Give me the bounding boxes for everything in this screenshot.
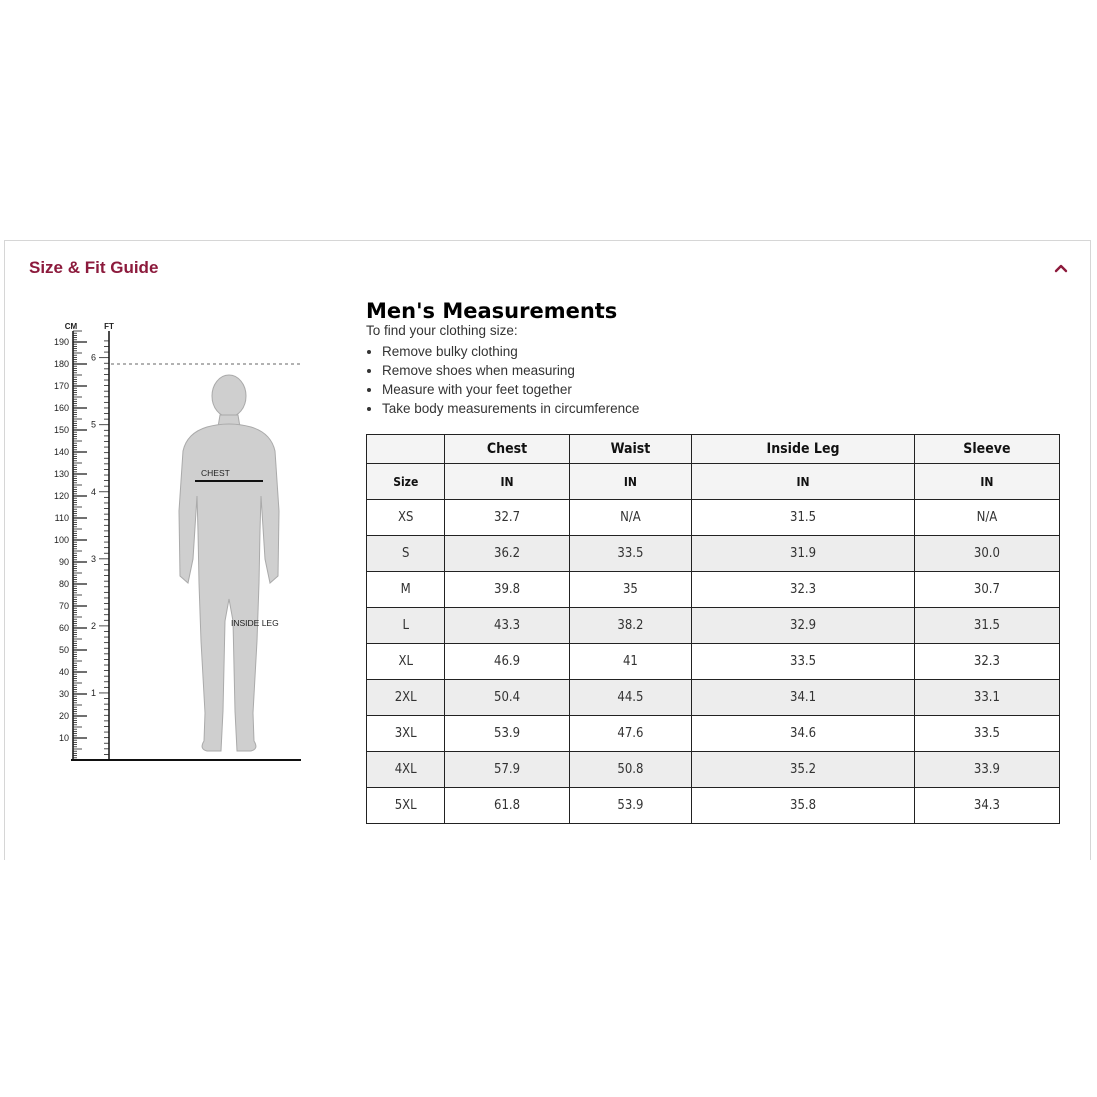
value-cell: 41 bbox=[569, 644, 692, 680]
value-cell: 32.3 bbox=[914, 644, 1059, 680]
table-row bbox=[367, 572, 1060, 608]
value-cell: 53.9 bbox=[445, 716, 569, 752]
table-units-row bbox=[367, 464, 1060, 500]
table-row bbox=[367, 536, 1060, 572]
value-cell: 36.2 bbox=[445, 536, 569, 572]
value-cell: N/A bbox=[569, 500, 692, 536]
value-cell: 46.9 bbox=[445, 644, 569, 680]
cm-tick-label: 60 bbox=[58, 623, 69, 633]
value-cell: 33.9 bbox=[914, 752, 1059, 788]
unit-cell: IN bbox=[914, 464, 1059, 500]
value-cell: N/A bbox=[914, 500, 1059, 536]
value-cell: 33.1 bbox=[914, 680, 1059, 716]
ft-unit-label: FT bbox=[104, 322, 114, 331]
value-cell: 31.5 bbox=[692, 500, 915, 536]
unit-cell: IN bbox=[692, 464, 915, 500]
tip-item: • Remove bulky clothing bbox=[382, 342, 639, 361]
value-cell: 33.5 bbox=[692, 644, 915, 680]
chevron-up-icon[interactable] bbox=[1050, 257, 1072, 279]
ft-tick-label: 2 bbox=[90, 620, 96, 631]
tip-item: • Measure with your feet together bbox=[382, 380, 639, 399]
panel-title[interactable]: Size & Fit Guide bbox=[29, 258, 159, 277]
header-cell: Inside Leg bbox=[692, 435, 915, 464]
cm-tick-label: 100 bbox=[53, 535, 69, 545]
size-cell: L bbox=[367, 608, 445, 644]
table-row bbox=[367, 716, 1060, 752]
height-rulers bbox=[54, 322, 114, 760]
value-cell: 30.7 bbox=[914, 572, 1059, 608]
value-cell: 38.2 bbox=[569, 608, 692, 644]
header-cell: Chest bbox=[445, 435, 569, 464]
unit-cell: Size bbox=[367, 464, 445, 500]
chest-label: CHEST bbox=[201, 468, 230, 478]
person-silhouette-icon bbox=[179, 375, 279, 751]
value-cell: 53.9 bbox=[569, 788, 692, 824]
cm-unit-label: CM bbox=[64, 322, 78, 331]
size-cell: 5XL bbox=[367, 788, 445, 824]
size-cell: XS bbox=[367, 500, 445, 536]
tip-item: • Take body measurements in circumference bbox=[382, 399, 639, 418]
inside-leg-label: INSIDE LEG bbox=[231, 618, 279, 628]
measurements-intro: To find your clothing size: bbox=[366, 323, 518, 338]
cm-tick-label: 170 bbox=[53, 381, 69, 391]
cm-tick-label: 30 bbox=[58, 689, 69, 699]
value-cell: 47.6 bbox=[569, 716, 692, 752]
cm-tick-label: 190 bbox=[53, 337, 69, 347]
size-cell: S bbox=[367, 536, 445, 572]
unit-cell: IN bbox=[445, 464, 569, 500]
table-header-row bbox=[367, 435, 1060, 464]
value-cell: 35.8 bbox=[692, 788, 915, 824]
value-cell: 34.6 bbox=[692, 716, 915, 752]
value-cell: 30.0 bbox=[914, 536, 1059, 572]
table-row bbox=[367, 500, 1060, 536]
value-cell: 50.8 bbox=[569, 752, 692, 788]
ft-tick-label: 3 bbox=[90, 553, 96, 564]
cm-tick-label: 130 bbox=[53, 469, 69, 479]
value-cell: 50.4 bbox=[445, 680, 569, 716]
cm-tick-label: 120 bbox=[53, 491, 69, 501]
table-row bbox=[367, 752, 1060, 788]
value-cell: 33.5 bbox=[914, 716, 1059, 752]
table-row bbox=[367, 788, 1060, 824]
cm-tick-label: 90 bbox=[58, 557, 69, 567]
value-cell: 31.5 bbox=[914, 608, 1059, 644]
cm-tick-label: 110 bbox=[54, 513, 69, 523]
size-cell: 4XL bbox=[367, 752, 445, 788]
cm-tick-label: 140 bbox=[53, 447, 69, 457]
cm-tick-label: 150 bbox=[53, 425, 69, 435]
cm-tick-label: 40 bbox=[58, 667, 69, 677]
measurements-title: Men's Measurements bbox=[366, 299, 618, 323]
size-cell: 3XL bbox=[367, 716, 445, 752]
size-cell: 2XL bbox=[367, 680, 445, 716]
size-cell: XL bbox=[367, 644, 445, 680]
table-row bbox=[367, 644, 1060, 680]
value-cell: 57.9 bbox=[445, 752, 569, 788]
value-cell: 43.3 bbox=[445, 608, 569, 644]
ft-tick-label: 1 bbox=[90, 687, 96, 698]
value-cell: 44.5 bbox=[569, 680, 692, 716]
unit-cell: IN bbox=[569, 464, 692, 500]
ft-tick-label: 6 bbox=[90, 352, 96, 363]
cm-tick-label: 160 bbox=[53, 403, 69, 413]
value-cell: 34.1 bbox=[692, 680, 915, 716]
value-cell: 34.3 bbox=[914, 788, 1059, 824]
value-cell: 35 bbox=[569, 572, 692, 608]
table-row bbox=[367, 680, 1060, 716]
value-cell: 61.8 bbox=[445, 788, 569, 824]
value-cell: 35.2 bbox=[692, 752, 915, 788]
tip-item: • Remove shoes when measuring bbox=[382, 361, 639, 380]
value-cell: 33.5 bbox=[569, 536, 692, 572]
ft-tick-label: 5 bbox=[90, 419, 96, 430]
ft-tick-label: 4 bbox=[90, 486, 96, 497]
size-table bbox=[366, 434, 1060, 824]
cm-tick-label: 50 bbox=[58, 645, 69, 655]
size-fit-guide-panel bbox=[4, 240, 1091, 860]
cm-tick-label: 80 bbox=[58, 579, 69, 589]
header-cell: Waist bbox=[569, 435, 692, 464]
table-row bbox=[367, 608, 1060, 644]
measurement-tips bbox=[366, 342, 639, 418]
value-cell: 31.9 bbox=[692, 536, 915, 572]
size-cell: M bbox=[367, 572, 445, 608]
header-cell: Sleeve bbox=[914, 435, 1059, 464]
value-cell: 32.9 bbox=[692, 608, 915, 644]
cm-tick-label: 70 bbox=[58, 601, 69, 611]
value-cell: 39.8 bbox=[445, 572, 569, 608]
value-cell: 32.7 bbox=[445, 500, 569, 536]
value-cell: 32.3 bbox=[692, 572, 915, 608]
height-chart-figure bbox=[49, 321, 309, 771]
cm-tick-label: 20 bbox=[58, 711, 69, 721]
cm-tick-label: 10 bbox=[58, 733, 69, 743]
cm-tick-label: 180 bbox=[53, 359, 69, 369]
header-cell bbox=[367, 435, 445, 464]
